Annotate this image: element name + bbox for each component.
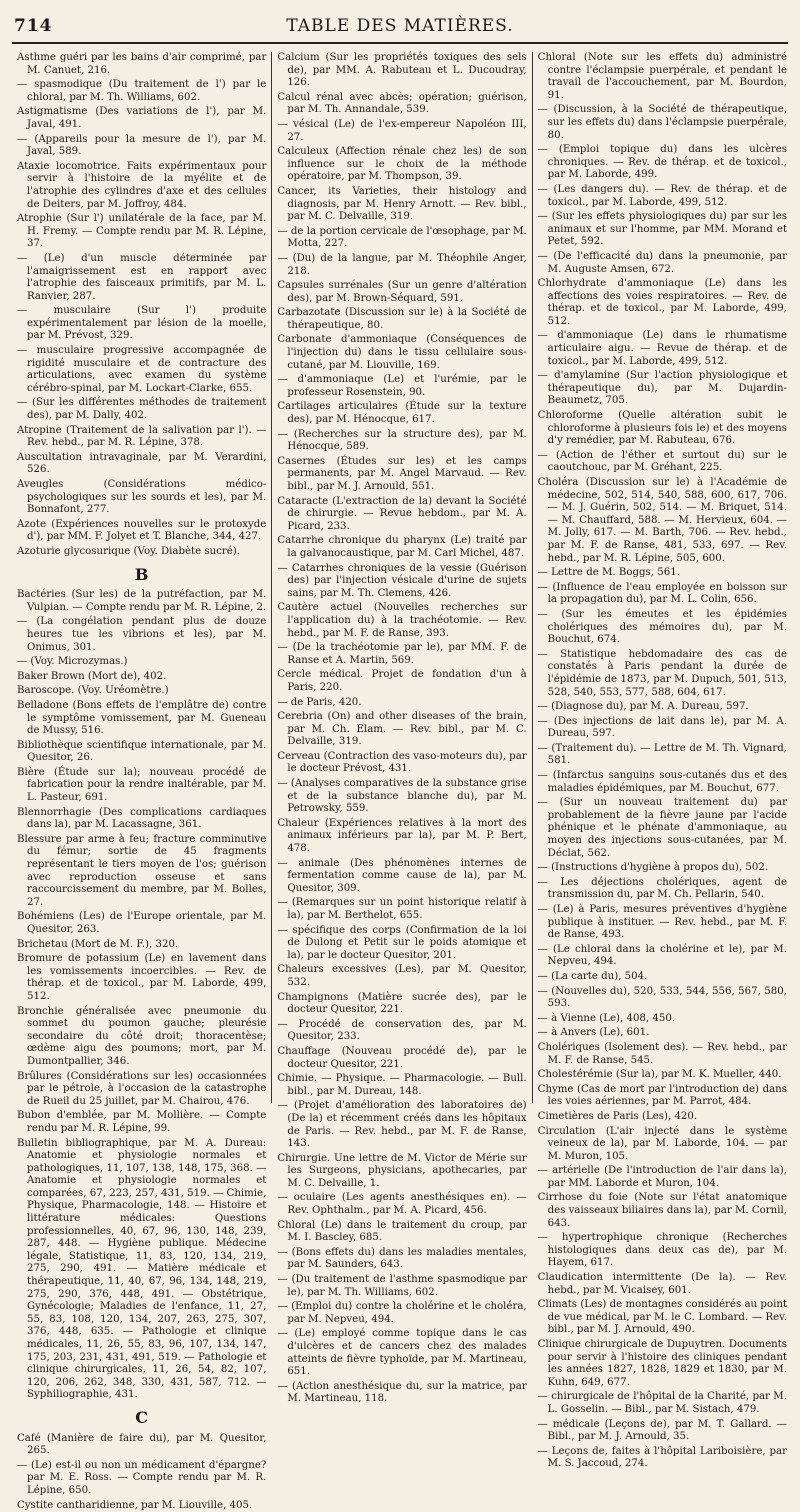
running-title: TABLE DES MATIÈRES. (286, 16, 514, 36)
index-entry: Champignons (Matière sucrée des), par le docteur Quesitor, 221. (277, 991, 527, 1016)
index-entry: Chloroforme (Quelle altération subit le chloroforme à plusieurs fois le) et des moyens d'y remédier, par M. Rabuteau, 676. (537, 410, 787, 447)
index-entry: Circulation (L'air injecté dans le système veineux de la), par M. Laborde, 104. — par M. Muron, 105. (537, 1125, 787, 1162)
index-entry: Atropine (Traitement de la salivation par l'). — Rev. hebd., par M. R. Lépine, 378. (17, 424, 267, 449)
index-entry: — (Sur les émeutes et les épidémies cholériques des mémoires du), par M. Bouchut, 674. (537, 608, 787, 646)
page-header (12, 16, 788, 44)
index-entry: Cancer, its Varieties, their histology and diagnosis, par M. Henry Arnott. — Rev. bibl., par M. C. Delvaille, 319. (277, 185, 527, 223)
index-entry: — (Infarctus sanguins sous-cutanés dus et des maladies épidémiques, par M. Bouchut, 677. (537, 770, 787, 794)
page-number: 714 (14, 16, 53, 36)
section-letter-b: B (134, 564, 149, 584)
index-entry: Calcium (Sur les propriétés toxiques des sels de), par MM. A. Rabuteau et L. Ducoudray, 126. (277, 52, 527, 89)
index-entry: — (Le chloral dans la cholérine et le), par M. Nepveu, 494. (537, 943, 787, 968)
index-entry: — (Appareils pour la mesure de l'), par M. Javal, 589. (17, 133, 267, 158)
index-entry: Cirrhose du foie (Note sur l'état anatomique des vaisseaux biliaires dans la), par M. Cornil, 643. (537, 1192, 787, 1229)
index-entry: Bière (Étude sur la); nouveau procédé de fabrication pour la rendre inaltérable, par M. L. Pasteur, 691. (17, 766, 267, 804)
index-entry: — animale (Des phénomènes internes de fermentation comme cause de la), par M. Quesitor, 309. (277, 857, 527, 894)
index-columns (12, 52, 792, 1511)
index-entry: — (Du) de la langue, par M. Théophile Anger, 218. (277, 252, 527, 277)
index-entry: Baroscope. (Voy. Uréomètre.) (17, 685, 169, 697)
index-entry: Chyme (Cas de mort par l'introduction de) dans les voies aériennes, par M. Parrot, 484. (537, 1083, 787, 1108)
index-entry: Cerveau (Contraction des vaso-moteurs du), par le docteur Prévost, 431. (277, 750, 527, 775)
index-entry: — (Le) est-il ou non un médicament d'épargne? par M. E. Ross. — Compte rendu par M. R. Lépine, 650. (17, 1459, 267, 1496)
index-entry: Astigmatisme (Des variations de l'), par M. Javal, 491. (17, 106, 267, 130)
index-entry: Bulletin bibliographique, par M. A. Dureau: Anatomie et physiologie normales et pathologiques, 11, 107, 138, 148, 175, 368. — Anatomie et physiologie normales et comparées, 67, 223, 257, 431, 519. — Chimie, Physique, Pharmacologie, 148. — Histoire et littérature médicales: Questions professionnelles, 40, 67, 96, 130, 148, 239, 287, 448. — Hygiène publique. Médecine légale, Statistique, 11, 83, 120, 134, 219, 275, 290, 491. — Matière médicale et thérapeutique, 11, 40, 67, 96, 134, 148, 219, 275, 290, 376, 448, 491. — Obstétrique, Gynécologie; Maladies de l'enfance, 11, 27, 55, 83, 108, 120, 134, 207, 263, 275, 307, 376, 448, 635. — Pathologie et clinique médicales, 11, 26, 55, 83, 96, 107, 134, 147, 175, 203, 231, 431, 491, 519. — Pathologie et clinique chirurgicales, 11, 26, 54, 82, 107, 120, 206, 262, 348, 330, 431, 587, 712. — Syphiliographie, 431. (17, 1137, 267, 1401)
index-entry: — Procédé de conservation des, par M. Quesitor, 233. (277, 1018, 527, 1043)
index-entry: — (Sur un nouveau traitement du) par probablement de la fièvre jaune par l'acide phénique et le phénate d'ammoniaque, au moyen des injections sous-cutanées, par M. Déclat, 562. (537, 797, 787, 859)
index-entry: Capsules surrénales (Sur un genre d'altération des), par M. Brown-Séquard, 591. (277, 280, 527, 304)
index-entry: Chirurgie. Une lettre de M. Victor de Mérie sur les Surgeons, physicians, apothecaries, par M. C. Delvaille, 1. (277, 1152, 527, 1189)
index-entry: Blennorrhagie (Des complications cardiaques dans la), par M. Lacassagne, 361. (17, 806, 267, 831)
index-entry: — musculaire progressive accompagnée de rigidité musculaire et de contracture des articulations, avec examen du système cérébro-spinal, par M. Lockart-Clarke, 655. (17, 345, 267, 394)
index-entry: — (Recherches sur la structure des), par M. Hénocque, 589. (277, 428, 527, 453)
index-entry: — (Nouvelles du), 520, 533, 544, 556, 567, 580, 593. (537, 985, 787, 1010)
index-entry: — (Voy. Microzymas.) (17, 656, 128, 668)
index-entry: — à Vienne (Le), 408, 450. (537, 1012, 676, 1024)
index-entry: — médicale (Leçons de), par M. T. Gallard. — Bibl., par M. J. Arnould, 35. (537, 1418, 787, 1443)
index-entry: — (Diagnose du), par M. A. Dureau, 597. (537, 701, 749, 713)
index-entry: Carbonate d'ammoniaque (Conséquences de l'injection du) dans le tissu cellulaire sous-cutané, par M. Liouville, 169. (277, 334, 527, 371)
index-entry: — chirurgicale de l'hôpital de la Charité, par M. L. Gosselin. — Bibl., par M. Sistach, 479. (537, 1391, 787, 1415)
index-entry: — oculaire (Les agents anesthésiques en). — Rev. Ophthalm., par M. A. Picard, 456. (277, 1192, 527, 1217)
index-entry: Belladone (Bons effets de l'emplâtre de) contre le symptôme vomissement, par M. Gueneau de Mussy, 516. (17, 699, 267, 737)
index-entry: Cystite cantharidienne, par M. Liouville, 405. (17, 1499, 253, 1511)
index-entry: Brichetau (Mort de M. F.), 320. (17, 938, 179, 950)
index-entry: — artérielle (De l'introduction de l'air dans la), par MM. Laborde et Muron, 104. (537, 1165, 787, 1189)
index-entry: Claudication intermittente (De la). — Rev. hebd., par M. Vicaisey, 601. (537, 1272, 787, 1296)
index-entry: — (Sur les différentes méthodes de traitement des), par M. Dally, 402. (17, 397, 267, 422)
index-entry: Azoturie glycosurique (Voy. Diabète sucré). (17, 545, 240, 557)
index-entry: Bibliothèque scientifique internationale, par M. Quesitor, 26. (17, 739, 267, 764)
index-entry: — (Action de l'éther et surtout du) sur le caoutchouc, par M. Gréhant, 225. (537, 449, 787, 474)
index-entry: Ataxie locomotrice. Faits expérimentaux pour servir à l'histoire de la myélite et de l'atrophie des cylindres d'axe et des cellules de Deiters, par M. Joffroy, 484. (17, 160, 267, 210)
index-entry: — Catarrhes chroniques de la vessie (Guérison des) par l'injection vésicale d'urine de sujets sains, par M. Th. Clemens, 426. (277, 562, 527, 599)
index-entry: Auscultation intravaginale, par M. Verardini, 526. (17, 451, 267, 476)
index-entry: — (Les dangers du). — Rev. de thérap. et de toxicol., par M. Laborde, 499, 512. (537, 183, 787, 208)
index-entry: — (Le) employé comme topique dans le cas d'ulcères et de cancers chez des malades atteints de fièvre typhoïde, par M. Martineau, 651. (277, 1328, 527, 1378)
index-entry: Cholestérémie (Sur la), par M. K. Mueller, 440. (537, 1069, 782, 1081)
index-entry: Aveugles (Considérations médico-psychologiques sur les sourds et les), par M. Bonnafont, 277. (17, 479, 267, 516)
index-entry: — (Emploi du) contre la cholérine et le choléra, par M. Nepveu, 494. (277, 1301, 527, 1325)
index-entry: — (Sur les effets physiologiques du) par sur les animaux et sur l'homme, par MM. Morand et Petet, 592. (537, 211, 787, 248)
index-entry: Café (Manière de faire du), par M. Quesitor, 265. (17, 1432, 267, 1457)
index-entry: — de Paris, 420. (277, 696, 362, 708)
index-entry: Climats (Les) de montagnes considérés au point de vue médical, par M. le C. Lombard. — Rev. bibl., par M. J. Arnould, 490. (537, 1299, 787, 1336)
index-entry: Choléra (Discussion sur le) à l'Académie de médecine, 502, 514, 540, 588, 600, 617, 706. — M. J. Guérin, 502, 514. — M. Briquet, 514. — M. Chauffard, 588. — M. Hervieux, 604. — M. Jolly, 617. — M. Barth, 706. — Rev. hebd., par M. F. de Ranse, 481, 533, 697. — Rev. hebd., par M. R. Lépine, 505, 600. (537, 477, 787, 564)
index-entry: — (De la trachéotomie par le), par MM. F. de Ranse et A. Martin, 569. (277, 642, 527, 666)
index-entry: Bohémiens (Les) de l'Europe orientale, par M. Quesitor, 263. (17, 911, 267, 935)
index-entry: — (Des injections de lait dans le), par M. A. Dureau, 597. (537, 715, 787, 740)
index-entry: Calcul rénal avec abcès; opération; guérison, par M. Th. Annandale, 539. (277, 91, 527, 116)
index-entry: — de la portion cervicale de l'œsophage, par M. Motta, 227. (277, 225, 527, 250)
index-entry: Chauffage (Nouveau procédé de), par le docteur Quesitor, 221. (277, 1045, 527, 1070)
index-entry: — (Le) d'un muscle déterminée par l'amaigrissement est en rapport avec l'atrophie des faisceaux primitifs, par M. L. Ranvier, 287. (17, 252, 267, 302)
index-entry: Cartilages articulaires (Étude sur la texture des), par M. Hénocque, 617. (277, 401, 527, 426)
index-entry: Chaleurs excessives (Les), par M. Quesitor, 532. (277, 964, 527, 988)
index-entry: Calculeux (Affection rénale chez les) de son influence sur le choix de la méthode opératoire, par M. Thompson, 39. (277, 146, 527, 183)
index-entry: — à Anvers (Le), 601. (537, 1027, 650, 1039)
index-entry: Chloral (Note sur les effets du) administré contre l'éclampsie puerpérale, et pendant le travail de l'accouchement, par M. Bourdon, 91. (537, 52, 787, 101)
index-entry: — (Bons effets du) dans les maladies mentales, par M. Saunders, 643. (277, 1246, 527, 1271)
index-entry: Cimetières de Paris (Les), 420. (537, 1110, 698, 1122)
index-entry: Chloral (Le) dans le traitement du croup, par M. I. Bascley, 685. (277, 1219, 527, 1244)
index-entry: Casernes (Études sur les) et les camps permanents, par M. Angel Marvaud. — Rev. bibl., par M. J. Arnould, 551. (277, 455, 527, 492)
index-entry: — (Instructions d'hygiène à propos du), 502. (537, 862, 769, 874)
section-letter-c: C (135, 1407, 149, 1427)
index-entry: Atrophie (Sur l') unilatérale de la face, par M. H. Fremy. — Compte rendu par M. R. Lépine, 37. (17, 213, 267, 250)
index-entry: Bactéries (Sur les) de la putréfaction, par M. Vulpian. — Compte rendu par M. R. Lépine, 2. (17, 589, 267, 613)
index-entry: Cholériques (Isolement des). — Rev. hebd., par M. F. de Ranse, 545. (537, 1041, 787, 1066)
index-entry: — d'amylamine (Sur l'action physiologique et thérapeutique du), par M. Dujardin-Beaumetz, 705. (537, 370, 787, 407)
index-entry: Cautère actuel (Nouvelles recherches sur l'application du) à la trachéotomie. — Rev. hebd., par M. F. de Ranse, 393. (277, 602, 527, 639)
index-entry: — (Discussion, à la Société de thérapeutique, sur les effets du) dans l'éclampsie puerpérale, 80. (537, 104, 787, 141)
index-entry: — (Remarques sur un point historique relatif à la), par M. Berthelot, 655. (277, 897, 527, 921)
index-entry: Asthme guéri par les bains d'air comprimé, par M. Canuet, 216. (17, 52, 267, 76)
index-entry: — (La carte du), 504. (537, 970, 648, 982)
index-column-1 (12, 52, 271, 1511)
index-entry: — (Influence de l'eau employée en boisson sur la propagation du), par M. L. Colin, 656. (537, 581, 787, 606)
index-entry: — Les déjections cholériques, agent de transmission du, par M. Ch. Pellarin, 540. (537, 876, 787, 901)
index-entry: — (Emploi topique du) dans les ulcères chroniques. — Rev. de thérap. et de toxicol., par M. Laborde, 499. (537, 144, 787, 181)
index-entry: — hypertrophique chronique (Recherches histologiques dans deux cas de), par M. Hayem, 617. (537, 1232, 787, 1269)
index-entry: — (De l'efficacité du) dans la pneumonie, par M. Auguste Amsen, 672. (537, 250, 787, 275)
index-column-3 (532, 52, 792, 1470)
index-entry: — d'ammoniaque (Le) et l'urémie, par le professeur Rosenstein, 90. (277, 374, 527, 398)
index-entry: Chimie. — Physique. — Pharmacologie. — Bull. bibl., par M. Dureau, 148. (277, 1073, 527, 1097)
index-entry: — (Du traitement de l'asthme spasmodique par le), par M. Th. Williams, 602. (277, 1274, 527, 1298)
index-entry: Bubon d'emblée, par M. Mollière. — Compte rendu par M. R. Lépine, 99. (17, 1110, 267, 1134)
index-entry: Cercle médical. Projet de fondation d'un à Paris, 220. (277, 669, 527, 693)
index-entry: — d'ammoniaque (Le) dans le rhumatisme articulaire aigu. — Revue de thérap. et de toxicol., par M. Laborde, 499, 512. (537, 330, 787, 367)
index-entry: — (Projet d'amélioration des laboratoires de) (De la) et récemment créés dans les hôpitaux de Paris. — Rev. hebd., par M. F. de Ranse, 143. (277, 1100, 527, 1150)
index-entry: Chaleur (Expériences relatives à la mort des animaux inférieurs par la), par M. P. Bert, 478. (277, 817, 527, 855)
index-entry: — (Traitement du). — Lettre de M. Th. Vignard, 581. (537, 742, 787, 767)
index-entry: — (Action anesthésique du, sur la matrice, par M. Martineau, 118. (277, 1380, 527, 1405)
index-entry: Carbazotate (Discussion sur le) à la Société de thérapeutique, 80. (277, 307, 527, 331)
index-entry: Catarrhe chronique du pharynx (Le) traité par la galvanocaustique, par M. Carl Michel, 487. (277, 535, 527, 559)
index-entry: Azote (Expériences nouvelles sur le protoxyde d'), par MM. F. Jolyet et T. Blanche, 344, 427. (17, 518, 267, 543)
index-entry: Brûlures (Considérations sur les) occasionnées par le pétrole, à l'occasion de la catastrophe de Rueil du 25 juillet, par M. Chairou, 476. (17, 1070, 267, 1107)
index-entry: — vésical (Le) de l'ex-empereur Napoléon III, 27. (277, 118, 527, 143)
index-entry: — spécifique des corps (Confirmation de la loi de Dulong et Petit sur le poids atomique et la), par le docteur Quesitor, 201. (277, 924, 527, 961)
index-entry: — Lettre de M. Boggs, 561. (537, 567, 680, 579)
index-entry: — (Le) à Paris, mesures préventives d'hygiène publique à instituer. — Rev. hebd., par M. F. de Ranse, 493. (537, 904, 787, 941)
index-entry: — spasmodique (Du traitement de l') par le chloral, par M. Th. Williams, 602. (17, 79, 267, 103)
index-entry: Bronchie généralisée avec pneumonie du sommet du poumon gauche; pleurésie secondaire du côté droit; thoracentèse; œdème aigu des poumons; mort, par M. Dumontpallier, 346. (17, 1005, 267, 1067)
index-entry: Chlorhydrate d'ammoniaque (Le) dans les affections des voies respiratoires. — Rev. de thérap. et de toxicol., par M. Laborde, 499, 512. (537, 278, 787, 327)
index-entry: — (La congélation pendant plus de douze heures tue les vibrions et les), par M. Onimus, 301. (17, 616, 267, 653)
index-column-2 (271, 52, 531, 1405)
index-entry: — (Analyses comparatives de la substance grise et de la substance blanche du), par M. Petrowsky, 559. (277, 778, 527, 815)
index-entry: Cataracte (L'extraction de la) devant la Société de chirurgie. — Revue hebdom., par M. A. Picard, 233. (277, 495, 527, 532)
index-entry: — Statistique hebdomadaire des cas de constatés à Paris pendant la durée de l'épidémie de 1873, par M. Dupuch, 501, 513, 528, 540, 553, 577, 588, 604, 617. (537, 648, 787, 698)
index-entry: Baker Brown (Mort de), 402. (17, 670, 167, 682)
index-entry: — musculaire (Sur l') produite expérimentalement par lésion de la moelle, par M. Prévost, 329. (17, 305, 267, 342)
index-entry: Blessure par arme à feu; fracture comminutive du fémur; sortie de 45 fragments représentant le tiers moyen de l'os; guérison avec reproduction osseuse et sans raccourcissement du membre, par M. Bolles, 27. (17, 833, 267, 908)
index-entry: Clinique chirurgicale de Dupuytren. Documents pour servir à l'histoire des cliniques pendant les années 1827, 1828, 1829 et 1830, par M. Kuhn, 649, 677. (537, 1339, 787, 1388)
index-entry: — Leçons de, faites à l'hôpital Lariboisière, par M. S. Jaccoud, 274. (537, 1445, 787, 1470)
index-entry: Cerebria (On) and other diseases of the brain, par M. Ch. Elam. — Rev. bibl., par M. C. Delvaille, 319. (277, 711, 527, 748)
index-entry: Bromure de potassium (Le) en lavement dans les vomissements incoercibles. — Rev. de thérap. et de toxicol., par M. Laborde, 499, 512. (17, 953, 267, 1002)
